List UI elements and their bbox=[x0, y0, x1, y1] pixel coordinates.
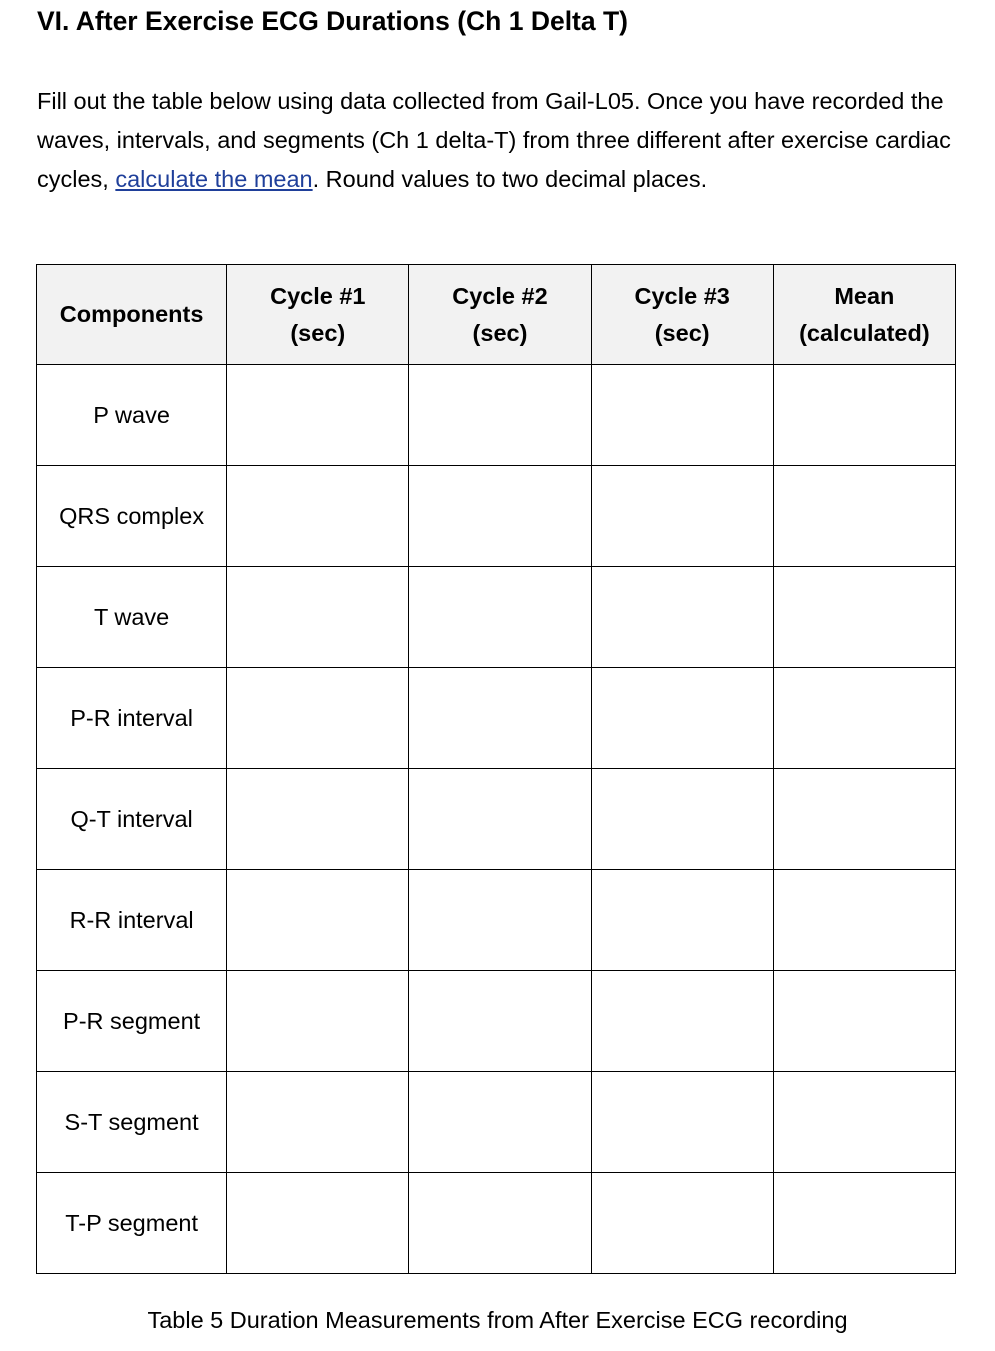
header-cycle-2-label: Cycle #2 bbox=[452, 282, 548, 309]
component-label: P wave bbox=[37, 365, 227, 466]
cycle-2-cell[interactable] bbox=[409, 769, 591, 870]
mean-cell[interactable] bbox=[773, 769, 955, 870]
header-cycle-1 bbox=[227, 265, 409, 365]
table-row bbox=[37, 870, 956, 971]
header-cycle-3-label: Cycle #3 bbox=[634, 282, 730, 309]
cycle-3-cell[interactable] bbox=[591, 567, 773, 668]
table-row bbox=[37, 466, 956, 567]
cycle-1-cell[interactable] bbox=[227, 870, 409, 971]
component-label: T wave bbox=[37, 567, 227, 668]
cycle-1-cell[interactable] bbox=[227, 365, 409, 466]
cycle-3-cell[interactable] bbox=[591, 1173, 773, 1274]
header-mean-unit: (calculated) bbox=[799, 319, 930, 346]
cycle-2-cell[interactable] bbox=[409, 668, 591, 769]
cycle-3-cell[interactable] bbox=[591, 365, 773, 466]
cycle-1-cell[interactable] bbox=[227, 466, 409, 567]
cycle-1-cell[interactable] bbox=[227, 1173, 409, 1274]
cycle-2-cell[interactable] bbox=[409, 365, 591, 466]
cycle-2-cell[interactable] bbox=[409, 466, 591, 567]
header-components bbox=[37, 265, 227, 365]
component-label: S-T segment bbox=[37, 1072, 227, 1173]
header-cycle-2 bbox=[409, 265, 591, 365]
cycle-3-cell[interactable] bbox=[591, 870, 773, 971]
cycle-1-cell[interactable] bbox=[227, 668, 409, 769]
mean-cell[interactable] bbox=[773, 668, 955, 769]
cycle-1-cell[interactable] bbox=[227, 567, 409, 668]
mean-cell[interactable] bbox=[773, 567, 955, 668]
component-label: P-R segment bbox=[37, 971, 227, 1072]
cycle-2-cell[interactable] bbox=[409, 971, 591, 1072]
cycle-2-cell[interactable] bbox=[409, 870, 591, 971]
mean-cell[interactable] bbox=[773, 365, 955, 466]
mean-cell[interactable] bbox=[773, 1072, 955, 1173]
cycle-2-cell[interactable] bbox=[409, 1072, 591, 1173]
cycle-2-cell[interactable] bbox=[409, 1173, 591, 1274]
header-mean-label: Mean bbox=[834, 282, 895, 309]
table-row bbox=[37, 971, 956, 1072]
table-row bbox=[37, 769, 956, 870]
table-row bbox=[37, 1173, 956, 1274]
section-heading: VI. After Exercise ECG Durations (Ch 1 Delta T) bbox=[37, 6, 628, 36]
calculate-mean-link[interactable]: calculate the mean bbox=[115, 166, 313, 192]
mean-cell[interactable] bbox=[773, 870, 955, 971]
ecg-durations-table bbox=[36, 264, 956, 1274]
table-row bbox=[37, 567, 956, 668]
table-row bbox=[37, 1072, 956, 1173]
instructions-paragraph bbox=[37, 82, 957, 199]
component-label: P-R interval bbox=[37, 668, 227, 769]
table-row bbox=[37, 668, 956, 769]
instructions-text-end: . Round values to two decimal places. bbox=[312, 166, 708, 192]
header-cycle-3-unit: (sec) bbox=[654, 319, 710, 346]
component-label: Q-T interval bbox=[37, 769, 227, 870]
cycle-1-cell[interactable] bbox=[227, 1072, 409, 1173]
cycle-2-cell[interactable] bbox=[409, 567, 591, 668]
component-label: QRS complex bbox=[37, 466, 227, 567]
header-cycle-2-unit: (sec) bbox=[472, 319, 528, 346]
cycle-3-cell[interactable] bbox=[591, 971, 773, 1072]
header-components-label: Components bbox=[59, 301, 204, 327]
mean-cell[interactable] bbox=[773, 971, 955, 1072]
cycle-3-cell[interactable] bbox=[591, 466, 773, 567]
table-caption: Table 5 Duration Measurements from After Exercise ECG recording bbox=[147, 1307, 848, 1333]
cycle-3-cell[interactable] bbox=[591, 668, 773, 769]
mean-cell[interactable] bbox=[773, 466, 955, 567]
header-cycle-3 bbox=[591, 265, 773, 365]
cycle-1-cell[interactable] bbox=[227, 769, 409, 870]
header-mean bbox=[773, 265, 955, 365]
instructions-text-start: Fill out the table below using data collected from Gail-L05. Once you have recorded the waves, intervals, and segments (Ch 1 delta-T) from three different after exercise cardiac cycles, bbox=[37, 88, 951, 192]
mean-cell[interactable] bbox=[773, 1173, 955, 1274]
component-label: R-R interval bbox=[37, 870, 227, 971]
cycle-3-cell[interactable] bbox=[591, 1072, 773, 1173]
cycle-1-cell[interactable] bbox=[227, 971, 409, 1072]
table-header-row bbox=[37, 265, 956, 365]
cycle-3-cell[interactable] bbox=[591, 769, 773, 870]
header-cycle-1-unit: (sec) bbox=[290, 319, 346, 346]
table-row bbox=[37, 365, 956, 466]
component-label: T-P segment bbox=[37, 1173, 227, 1274]
header-cycle-1-label: Cycle #1 bbox=[270, 282, 366, 309]
